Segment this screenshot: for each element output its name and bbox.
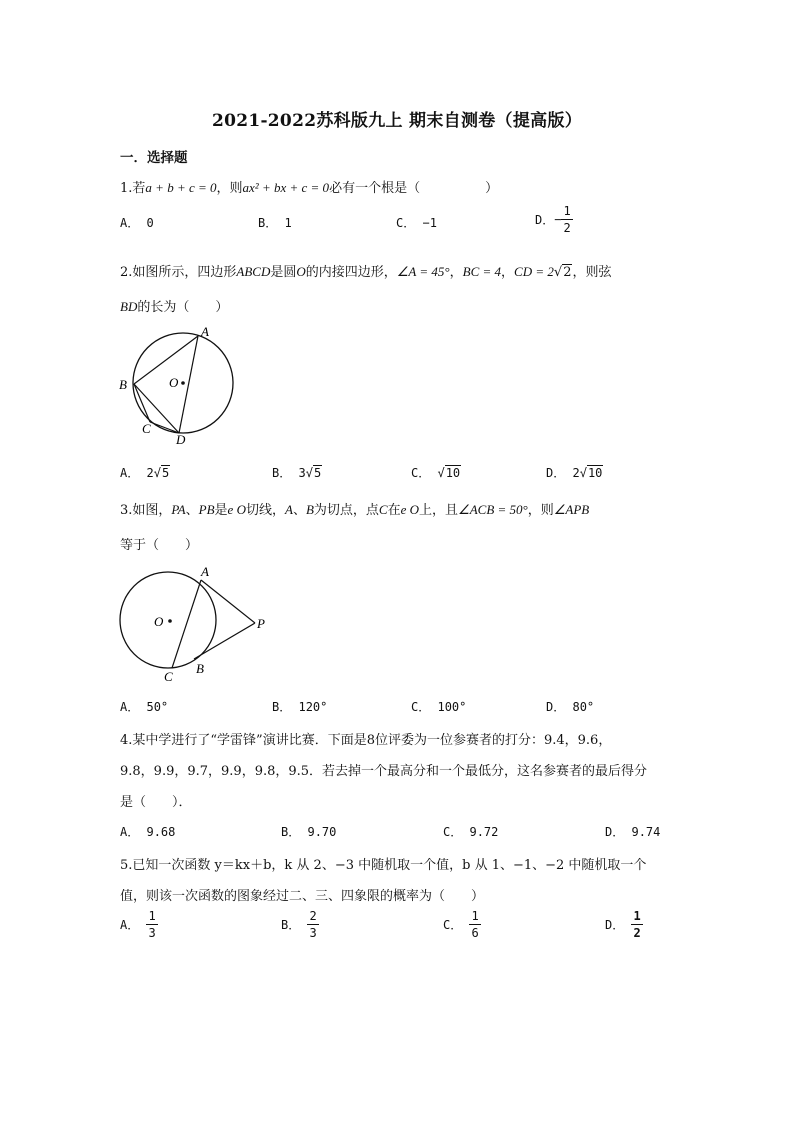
q2-option-a[interactable]: A． 2√5: [120, 466, 170, 480]
question-1: [120, 177, 498, 196]
question-2: 2.如图所示，四边形ABCD是圆O的内接四边形，∠A = 45°，BC = 4，CD = 2√2，则弦: [120, 264, 612, 280]
q2-option-c[interactable]: C． √10: [411, 466, 461, 480]
q3-tangent-pa: [201, 580, 255, 623]
question-5-line2: 值，则该一次函数的图象经过二、三、四象限的概率为（ ）: [120, 889, 485, 904]
question-5-line1: 5.已知一次函数 y＝kx＋b，k 从 2、−3 中随机取一个值，b 从 1、−1、−2 中随机取一个: [120, 858, 647, 873]
q2-label-c: C: [142, 421, 151, 436]
q3-label-c: C: [164, 669, 173, 684]
q2-label-d: D: [176, 432, 186, 447]
q3-center-dot: [168, 619, 172, 623]
q1-text-post: 必有一个根是（ ）: [329, 181, 499, 196]
q3-option-b[interactable]: B． 120°: [272, 700, 328, 714]
question-4-line1: 4.某中学进行了“学雷锋”演讲比赛．下面是8位评委为一位参赛者的打分：9.4，9.6，: [120, 733, 612, 748]
q3-option-a[interactable]: A． 50°: [120, 700, 169, 714]
q2-label-o: O: [169, 375, 179, 390]
q2-option-d[interactable]: D． 2√10: [546, 466, 603, 480]
q1-option-d[interactable]: D．− $\frac{1}{2}$: [535, 204, 571, 235]
question-3: 3.如图，PA、PB是e O切线，A、B为切点，点C在e O上，且∠ACB = 50°，则∠APB: [120, 502, 590, 518]
q2-label-a: A: [201, 324, 209, 339]
q3-option-d[interactable]: D． 80°: [546, 700, 595, 714]
q2-side-ab: [134, 336, 198, 384]
q2-circle-diagram: [112, 320, 242, 450]
q2-side-bc: [134, 384, 150, 422]
q2-label-b: B: [119, 377, 127, 392]
q1-text-pre: 若: [132, 181, 146, 196]
q3-label-a: A: [201, 564, 209, 579]
q2-side-ad: [179, 336, 198, 433]
q1-equation: ax² + bx + c = 0: [242, 180, 330, 195]
q1-option-a[interactable]: A． 0: [120, 216, 154, 230]
q3-tangent-diagram: [112, 562, 282, 687]
q4-option-b[interactable]: B． 9.70: [281, 825, 337, 839]
q4-option-d[interactable]: D． 9.74: [605, 825, 661, 839]
page-title: 2021-2022苏科版九上 期末自测卷（提高版）: [211, 111, 583, 131]
q3-option-c[interactable]: C． 100°: [411, 700, 467, 714]
question-4-line3: 是（ ）．: [120, 795, 192, 810]
question-2-line2: BD的长为（ ）: [120, 299, 229, 315]
q1-d-fraction: $\frac{1}{2}$: [563, 204, 571, 235]
q5-option-d[interactable]: D． $\frac{1}{2}$: [605, 909, 641, 940]
question-3-line2: 等于（ ）: [120, 538, 199, 553]
q1-condition: a + b + c = 0: [145, 180, 217, 195]
q3-chord-ac: [172, 580, 201, 668]
q1-option-b[interactable]: B． 1: [258, 216, 292, 230]
q5-option-b[interactable]: B． $\frac{2}{3}$: [281, 909, 317, 940]
q5-option-a[interactable]: A． $\frac{1}{3}$: [120, 909, 156, 940]
q4-option-a[interactable]: A． 9.68: [120, 825, 176, 839]
q3-label-b: B: [196, 661, 204, 676]
q4-option-c[interactable]: C． 9.72: [443, 825, 499, 839]
q1-text-mid: ，则: [216, 181, 243, 196]
q1-number: 1.: [120, 181, 133, 196]
q5-option-c[interactable]: C． $\frac{1}{6}$: [443, 909, 479, 940]
q1-option-c[interactable]: C． −1: [396, 216, 437, 230]
q2-center-dot: [181, 381, 185, 385]
q3-circle: [120, 572, 216, 668]
q3-label-p: P: [257, 616, 265, 631]
q2-option-b[interactable]: B． 3√5: [272, 466, 322, 480]
q3-tangent-pb: [194, 623, 255, 659]
q3-label-o: O: [154, 614, 164, 629]
question-4-line2: 9.8，9.9，9.7，9.9，9.8，9.5．若去掉一个最高分和一个最低分，这名参赛者的最后得分: [120, 764, 648, 779]
section-heading: 一．选择题: [120, 150, 188, 166]
